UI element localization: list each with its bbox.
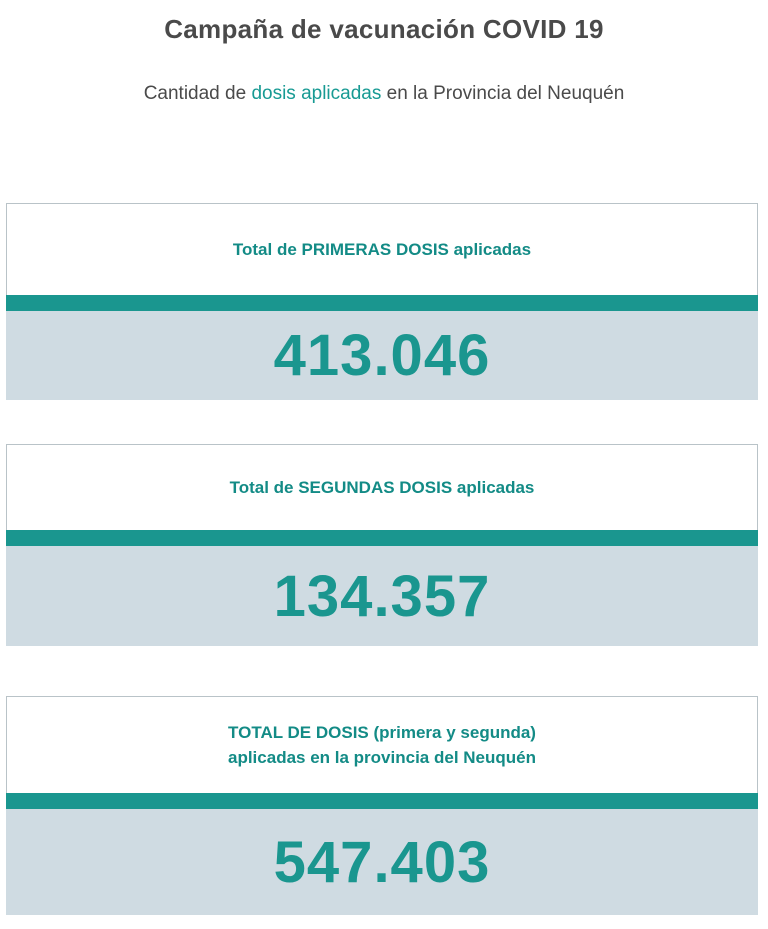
- second-doses-value: 134.357: [273, 563, 491, 629]
- page-title: Campaña de vacunación COVID 19: [164, 14, 604, 44]
- total-doses-value-box: [6, 809, 758, 915]
- first-doses-label: Total de PRIMERAS DOSIS aplicadas: [232, 240, 532, 259]
- second-doses-value-box: [6, 546, 758, 646]
- first-doses-value-box: [6, 311, 758, 400]
- total-doses-label-line2: aplicadas en la provincia del Neuquén: [228, 748, 536, 767]
- subtitle-prefix: Cantidad de: [143, 83, 252, 104]
- card-divider-band: [6, 295, 758, 311]
- card-divider-band: [6, 530, 758, 546]
- total-doses-label-box: [6, 696, 758, 793]
- header: [0, 0, 768, 170]
- total-doses-value: 547.403: [273, 829, 491, 895]
- first-doses-label-box: [6, 203, 758, 295]
- card-divider-band: [6, 793, 758, 809]
- total-doses-label-line1: TOTAL DE DOSIS (primera y segunda): [228, 723, 536, 742]
- first-doses-value: 413.046: [273, 323, 491, 388]
- first-doses-card: [6, 203, 758, 400]
- subtitle-highlight: dosis aplicadas: [251, 83, 382, 104]
- page-subtitle: [0, 83, 768, 105]
- total-doses-card: [6, 696, 758, 915]
- second-doses-card: [6, 444, 758, 646]
- subtitle-suffix: en la Provincia del Neuquén: [381, 83, 625, 104]
- second-doses-label-box: [6, 444, 758, 530]
- second-doses-label: Total de SEGUNDAS DOSIS aplicadas: [229, 478, 535, 497]
